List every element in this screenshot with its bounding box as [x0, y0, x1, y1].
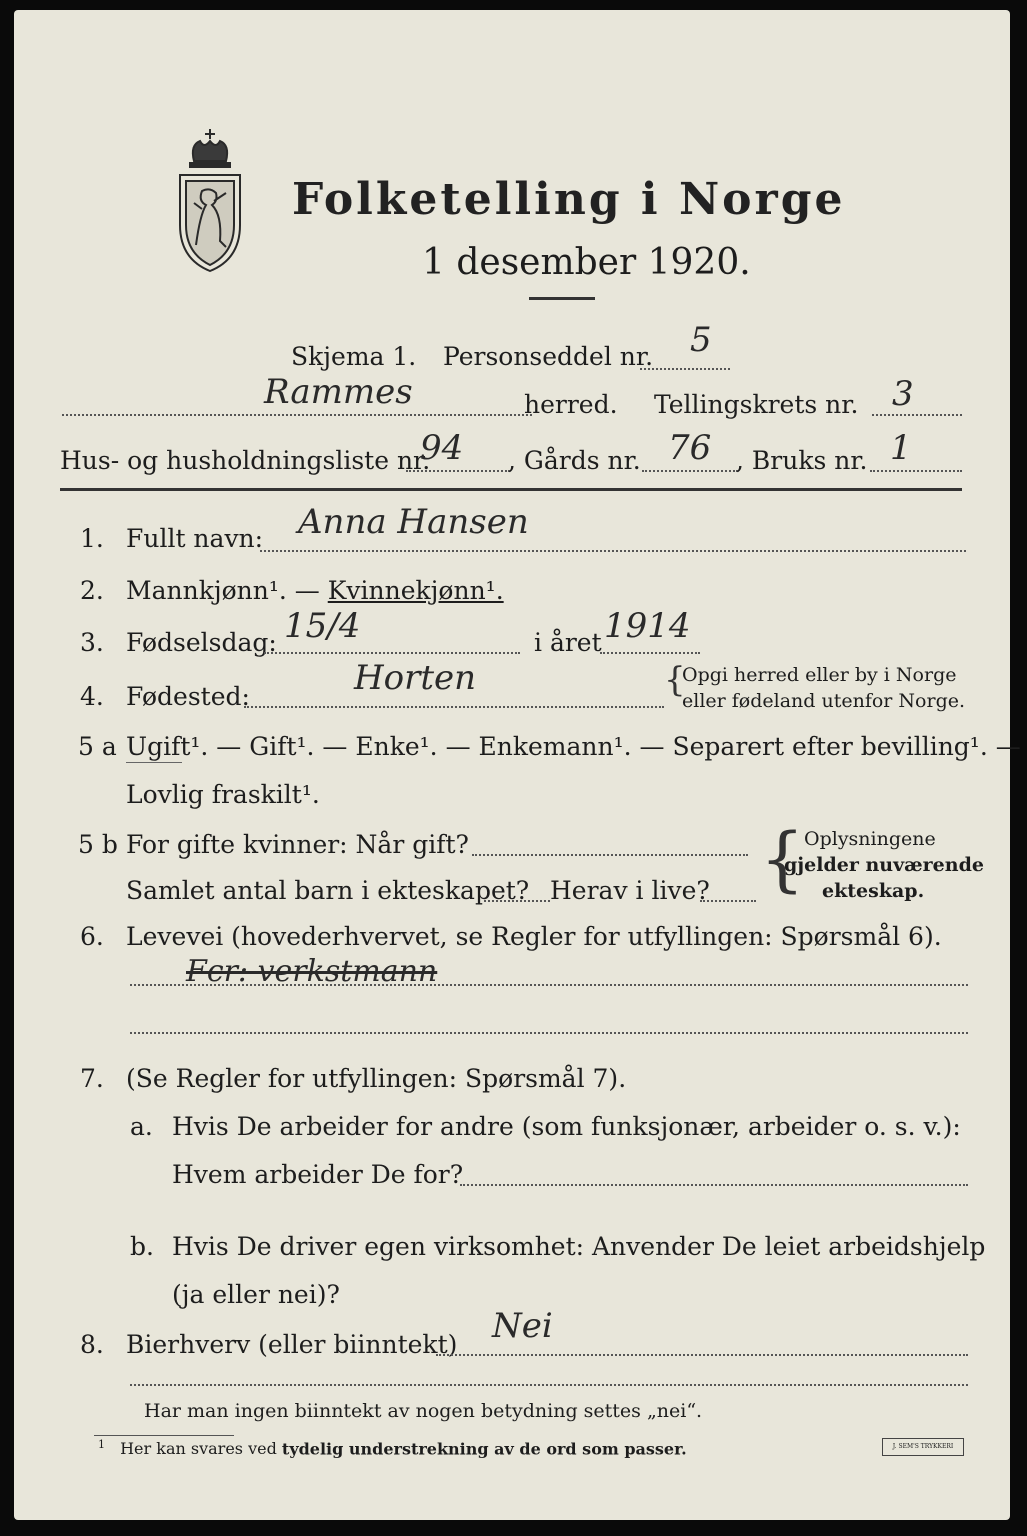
- q3-number: 3.: [80, 628, 104, 657]
- herred-field-line: [62, 414, 532, 416]
- q7a-line-2: Hvem arbeider De for?: [172, 1160, 464, 1189]
- q2-option-male: Mannkjønn¹. —: [126, 576, 328, 605]
- q5b-note-line-1: Oplysningene: [804, 828, 936, 850]
- q5b-children-field-line: [484, 900, 550, 902]
- bruks-value: 1: [890, 428, 912, 468]
- q4-note-line-2: eller fødeland utenfor Norge.: [682, 690, 966, 712]
- schema-label: Skjema 1.: [291, 342, 417, 371]
- norway-coat-of-arms-icon: [172, 125, 248, 275]
- q7-number: 7.: [80, 1064, 104, 1093]
- q6-value: Fcr: verkstmann: [186, 954, 438, 989]
- form-subtitle: 1 desember 1920.: [422, 242, 751, 283]
- gards-value: 76: [668, 428, 712, 468]
- q5b-note-brace: {: [760, 818, 805, 900]
- gards-field-line: [642, 470, 738, 472]
- herred-value: Rammes: [264, 372, 413, 412]
- header-divider: [60, 488, 962, 491]
- q5a-ugift-underline: [126, 762, 182, 763]
- q4-value: Horten: [354, 658, 477, 698]
- gards-label: , Gårds nr.: [508, 446, 641, 475]
- q7a-line-1: Hvis De arbeider for andre (som funksjonær, arbeider o. s. v.):: [172, 1112, 961, 1141]
- herred-label: herred.: [524, 390, 618, 419]
- q3-year-field-line: [600, 652, 700, 654]
- tellingskrets-label: Tellingskrets nr.: [654, 390, 859, 419]
- q8-number: 8.: [80, 1330, 104, 1359]
- q8-label: Bierhverv (eller biinntekt): [126, 1330, 458, 1359]
- footnote-bold: tydelig understrekning av de ord som passer.: [281, 1439, 687, 1459]
- q4-note-line-1: Opgi herred eller by i Norge: [682, 664, 957, 686]
- personseddel-label: Personseddel nr.: [443, 342, 654, 371]
- q7b-line-2: (ja eller nei)?: [172, 1280, 340, 1309]
- q6-number: 6.: [80, 922, 104, 951]
- q5a-line-1: Ugift¹. — Gift¹. — Enke¹. — Enkemann¹. — Separert efter bevilling¹. —: [126, 732, 1021, 761]
- footnote-mark: 1: [98, 1438, 105, 1451]
- q3-year-label: i året: [534, 628, 602, 657]
- q5b-label-3: Herav i live?: [550, 876, 710, 905]
- footer-note: Har man ingen biinntekt av nogen betydning settes „nei“.: [144, 1400, 703, 1422]
- q6-label: Levevei (hovederhvervet, se Regler for utfyllingen: Spørsmål 6).: [126, 922, 942, 951]
- hus-value: 94: [420, 428, 464, 468]
- q5b-note-line-2-text: gjelder nuværende: [784, 854, 984, 876]
- q4-field-line: [244, 706, 664, 708]
- q2-options: [126, 576, 504, 605]
- q4-note-brace: {: [664, 660, 686, 700]
- footnote-divider: [94, 1435, 234, 1436]
- q2-number: 2.: [80, 576, 104, 605]
- q5b-number: 5 b: [78, 830, 118, 859]
- q1-value: Anna Hansen: [298, 502, 529, 542]
- q7-label: (Se Regler for utfyllingen: Spørsmål 7).: [126, 1064, 627, 1093]
- q7b-line-1: Hvis De driver egen virksomhet: Anvender De leiet arbeidshjelp: [172, 1232, 986, 1261]
- q5b-alive-field-line: [700, 900, 756, 902]
- q1-label: Fullt navn:: [126, 524, 264, 553]
- q1-number: 1.: [80, 524, 104, 553]
- q8-field-line-2: [130, 1384, 968, 1386]
- printer-stamp-text: J. SEM'S TRYKKERI: [892, 1443, 954, 1450]
- q4-number: 4.: [80, 682, 104, 711]
- q5a-line-2: Lovlig fraskilt¹.: [126, 780, 320, 809]
- q6-field-line-1: [130, 984, 968, 986]
- q3-year-value: 1914: [604, 606, 691, 646]
- q6-field-line-2: [130, 1032, 968, 1034]
- q2-option-female: Kvinnekjønn¹.: [327, 576, 504, 605]
- bruks-label: , Bruks nr.: [736, 446, 868, 475]
- q5b-when-field-line: [472, 854, 748, 856]
- q3-field-line: [264, 652, 520, 654]
- footnote-plain: Her kan svares ved: [120, 1439, 277, 1459]
- q5b-label-2: Samlet antal barn i ekteskapet?: [126, 876, 530, 905]
- q7b-letter: b.: [130, 1232, 154, 1261]
- title-divider: [529, 297, 595, 300]
- q5b-note-line-2: [784, 854, 984, 876]
- q3-value: 15/4: [284, 606, 361, 646]
- q1-field-line: [260, 550, 966, 552]
- personseddel-field-line: [640, 368, 730, 370]
- printer-stamp: [882, 1438, 964, 1456]
- q3-label: Fødselsdag:: [126, 628, 277, 657]
- q8-field-line-1: [436, 1354, 968, 1356]
- q8-value: Nei: [492, 1306, 553, 1346]
- hus-label: Hus- og husholdningsliste nr.: [60, 446, 431, 475]
- q4-label: Fødested:: [126, 682, 250, 711]
- tellingskrets-value: 3: [892, 374, 914, 414]
- q7a-letter: a.: [130, 1112, 153, 1141]
- personseddel-value: 5: [690, 320, 712, 360]
- census-form-page: [14, 10, 1021, 1520]
- bruks-field-line: [870, 470, 962, 472]
- footnote: [98, 1438, 687, 1458]
- form-title: Folketelling i Norge: [292, 174, 846, 225]
- q5a-number: 5 a: [78, 732, 117, 761]
- q7a-field-line: [460, 1184, 968, 1186]
- q5b-label-1: For gifte kvinner: Når gift?: [126, 830, 469, 859]
- tellingskrets-field-line: [872, 414, 962, 416]
- q5b-note-line-3: ekteskap.: [822, 880, 925, 902]
- hus-field-line: [406, 470, 510, 472]
